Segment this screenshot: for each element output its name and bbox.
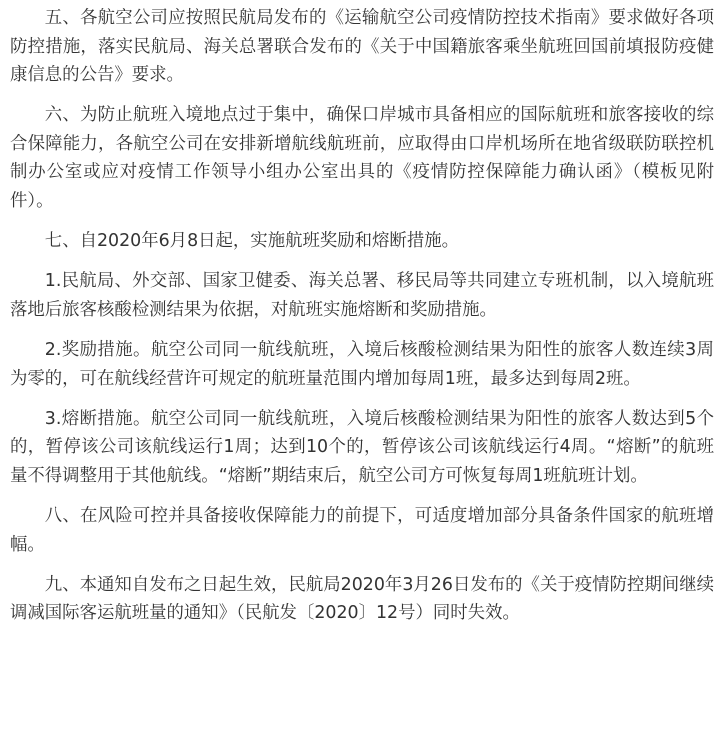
paragraph-measure-3-circuit-breaker: 3.熔断措施。航空公司同一航线航班，入境后核酸检测结果为阳性的旅客人数达到5个的，暂停该公司该航线运行1周；达到10个的，暂停该公司该航线运行4周。“熔断”的航班量不得调整用于其他航线。“熔断”期结束后，航空公司方可恢复每周1班航班计划。 [10,408,714,486]
paragraph-item-6: 六、为防止航班入境地点过于集中，确保口岸城市具备相应的国际航班和旅客接收的综合保障能力，各航空公司在安排新增航线航班前，应取得由口岸机场所在地省级联防联控机制办公室或应对疫情工作领导小组办公室出具的《疫情防控保障能力确认函》（模板见附件）。 [10,105,714,212]
paragraph-item-5: 五、各航空公司应按照民航局发布的《运输航空公司疫情防控技术指南》要求做好各项防控措施，落实民航局、海关总署联合发布的《关于中国籍旅客乘坐航班回国前填报防疫健康信息的公告》要求。 [10,8,714,86]
paragraph-item-8: 八、在风险可控并具备接收保障能力的前提下，可适度增加部分具备条件国家的航班增幅。 [10,505,714,555]
paragraph-item-7: 七、自2020年6月8日起，实施航班奖励和熔断措施。 [44,231,459,252]
paragraph-item-9: 九、本通知自发布之日起生效，民航局2020年3月26日发布的《关于疫情防控期间继续调减国际客运航班量的通知》（民航发〔2020〕12号）同时失效。 [10,574,714,624]
paragraph-measure-2-reward: 2.奖励措施。航空公司同一航线航班，入境后核酸检测结果为阳性的旅客人数连续3周为零的，可在航线经营许可规定的航班量范围内增加每周1班，最多达到每周2班。 [10,339,714,389]
paragraph-measure-1: 1.民航局、外交部、国家卫健委、海关总署、移民局等共同建立专班机制，以入境航班落地后旅客核酸检测结果为依据，对航班实施熔断和奖励措施。 [10,271,714,320]
document-body [10,4,714,639]
